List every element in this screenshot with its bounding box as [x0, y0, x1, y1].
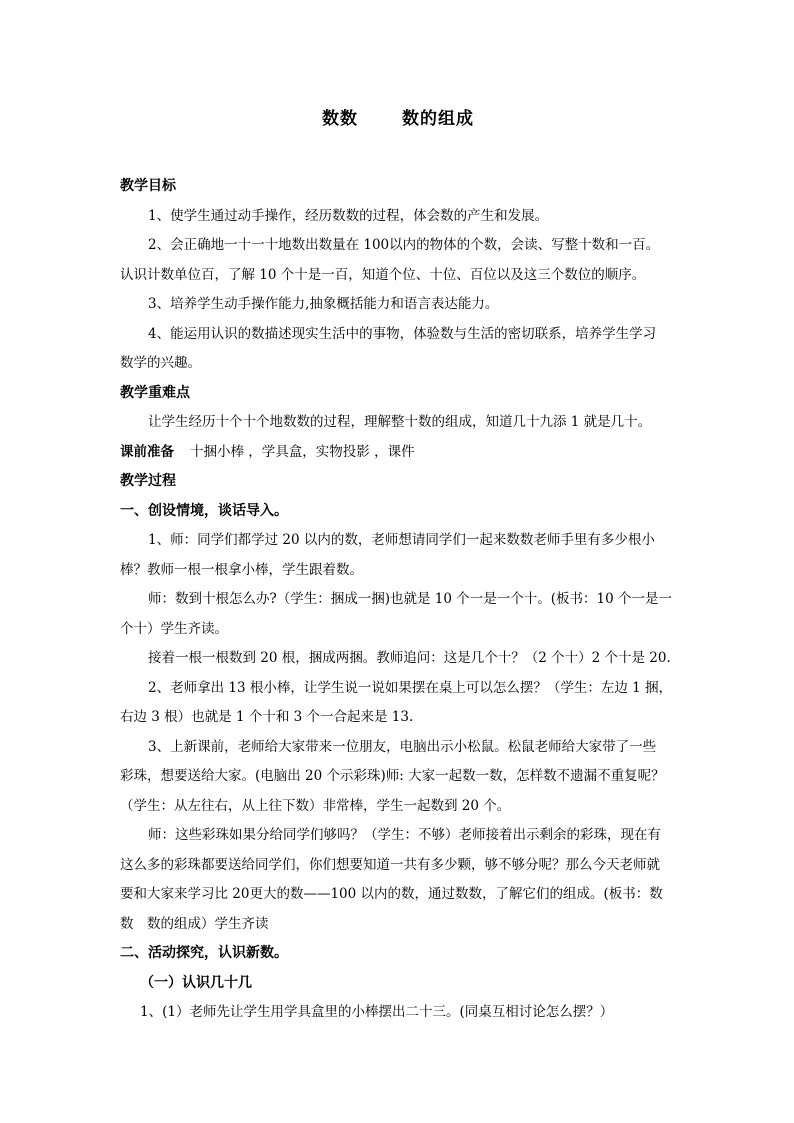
paragraph-line: 数学的兴趣。: [120, 355, 201, 371]
paragraph-line: 2、会正确地一十一十地数出数量在 100以内的物体的个数，会读、写整十数和一百。: [148, 237, 660, 253]
document-body: [120, 172, 676, 1028]
prep-text: 十捆小棒 ，学具盒，实物投影 ，课件: [190, 443, 415, 460]
paragraph-line: 1、(1）老师先让学生用学具盒里的小棒摆出二十三。(同桌互相讨论怎么摆？）: [140, 1004, 614, 1020]
part-one-heading: 一、创设情境，谈话导入。: [120, 502, 288, 519]
paragraph-line: 让学生经历十个十个地数数的过程，理解整十数的组成，知道几十九添 1 就是几十。: [148, 414, 652, 430]
paragraph-line: 师：这些彩珠如果分给同学们够吗？（学生：不够）老师接着出示剩余的彩珠，现在有: [148, 827, 661, 843]
paragraph-line: 这么多的彩珠都要送给同学们，你们想要知道一共有多少颗，够不够分呢？那么今天老师就: [120, 856, 660, 873]
paragraph-line: 2、老师拿出 13 根小棒，让学生说一说如果摆在桌上可以怎么摆？（学生：左边 1 捆，: [148, 679, 673, 696]
part-two-heading: 二、活动探究，认识新数。: [120, 945, 288, 961]
prep-label: 课前准备: [120, 443, 174, 460]
paragraph-line: 右边 3 根）也就是 1 个十和 3 个一合起来是 13.: [120, 709, 414, 725]
paragraph-line: 棒？教师一根一根拿小棒，学生跟着数。: [120, 561, 363, 578]
paragraph-line: 个十）学生齐读。: [120, 620, 228, 637]
paragraph-line: 彩珠，想要送给大家。(电脑出 20 个示彩珠)师: 大家一起数一数，怎样数不遗漏不重复呢？: [120, 768, 665, 784]
paragraph-line: 师：数到十根怎么办?（学生：捆成一捆)也就是 10 个一是一个十。(板书：10 个一是一: [148, 591, 673, 607]
paragraph-line: 认识计数单位百，了解 10 个十是一百，知道个位、十位、百位以及这三个数位的顺序。: [120, 266, 646, 283]
paragraph-line: 要和大家来学习比 20更大的数——100 以内的数，通过数数，了解它们的组成。(板书：数: [120, 886, 663, 902]
paragraph-line: 数 数的组成）学生齐读: [120, 915, 269, 932]
document-title: [120, 104, 676, 129]
title-part-b: 数的组成: [402, 109, 474, 129]
section-heading-goals: 教学目标: [120, 178, 176, 194]
section-heading-key-points: 教学重难点: [120, 384, 190, 401]
paragraph-line: 1、师：同学们都学过 20 以内的数，老师想请同学们一起来数数老师手里有多少根小: [148, 532, 655, 548]
part-two-subheading: （一）认识几十几: [140, 974, 252, 991]
paragraph-line: 接着一根一根数到 20 根，捆成两捆。教师追问：这是几个十？（2 个十）2 个十是 20.: [148, 650, 671, 666]
section-heading-process: 教学过程: [120, 473, 176, 489]
paragraph-line: 3、培养学生动手操作能力,抽象概括能力和语言表达能力。: [148, 296, 499, 312]
prep-line: [120, 438, 676, 468]
paragraph-line: （学生：从左往右，从上往下数）非常棒，学生一起数到 20 个。: [120, 797, 511, 814]
paragraph-line: 1、使学生通过动手操作，经历数数的过程，体会数的产生和发展。: [148, 207, 549, 224]
paragraph-line: 4、能运用认识的数描述现实生活中的事物，体验数与生活的密切联系，培养学生学习: [148, 325, 657, 342]
paragraph-line: 3、上新课前，老师给大家带来一位朋友，电脑出示小松鼠。松鼠老师给大家带了一些: [148, 738, 657, 755]
title-part-a: 数数: [322, 109, 358, 129]
